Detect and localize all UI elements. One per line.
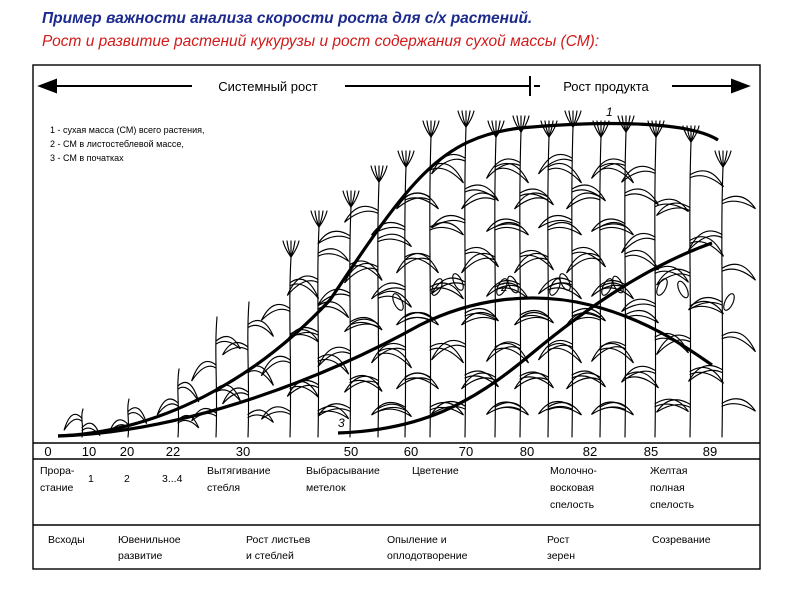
- legend-item-3: 3 - СМ в початках: [50, 153, 124, 163]
- stage-name: 3...4: [162, 473, 183, 485]
- stage-name: восковая: [550, 482, 595, 494]
- stage-name: 2: [124, 473, 130, 485]
- corn-plant: [345, 166, 412, 437]
- curve-label-1: 1: [606, 105, 613, 119]
- stage-number: 0: [44, 444, 52, 459]
- stage-number: 82: [582, 444, 598, 459]
- process-name: Созревание: [652, 534, 711, 546]
- corn-plant: [592, 116, 659, 437]
- stage-number: 85: [643, 444, 659, 459]
- phase-label-system-growth: Системный рост: [218, 79, 318, 94]
- corn-plant: [487, 116, 554, 437]
- curve-label-3: 3: [338, 416, 345, 430]
- corn-plant: [622, 121, 689, 437]
- title-line-2: Рост и развитие растений кукурузы и рост содержания сухой массы (СМ):: [42, 33, 600, 50]
- stage-name: спелость: [550, 499, 595, 511]
- stage-number: 80: [519, 444, 535, 459]
- stage-number: 70: [458, 444, 474, 459]
- phase-label-product-growth: Рост продукта: [563, 79, 649, 94]
- process-name: Опыление и: [387, 534, 447, 546]
- process-name: Всходы: [48, 534, 85, 546]
- stage-name: Прора-: [40, 465, 75, 477]
- corn-plant: [567, 121, 634, 437]
- stage-name: Выбрасывание: [306, 465, 380, 477]
- corn-plant: [318, 191, 382, 437]
- stage-name: Вытягивание: [207, 465, 271, 477]
- corn-plant: [657, 126, 724, 437]
- stage-name: метелок: [306, 482, 346, 494]
- legend: [50, 125, 205, 163]
- corn-plant: [689, 151, 756, 437]
- stage-number: 89: [702, 444, 718, 459]
- stage-name: Цветение: [412, 465, 459, 477]
- title-line-1: Пример важности анализа скорости роста для с/х растений.: [42, 10, 533, 27]
- stage-name: Молочно-: [550, 465, 597, 477]
- process-name: зерен: [547, 550, 576, 562]
- stage-number: 50: [343, 444, 359, 459]
- stage-name: спелость: [650, 499, 695, 511]
- corn-plant: [515, 121, 582, 437]
- stage-name: 1: [88, 473, 94, 485]
- stage-number: 20: [119, 444, 135, 459]
- process-name: Рост листьев: [246, 534, 311, 546]
- stage-name: Желтая: [650, 465, 688, 477]
- stage-number: 30: [235, 444, 251, 459]
- curve-2-stalk-leaf-dry-mass: [58, 298, 712, 436]
- corn-plant: [192, 317, 241, 437]
- stage-name: стание: [40, 482, 74, 494]
- process-name: Ювенильное: [118, 534, 181, 546]
- stage-name: полная: [650, 482, 685, 494]
- stage-number: 22: [165, 444, 181, 459]
- legend-item-1: 1 - сухая масса (СМ) всего растения,: [50, 125, 205, 135]
- curve-label-2: 2: [501, 280, 508, 294]
- process-name: развитие: [118, 550, 163, 562]
- process-name: Рост: [547, 534, 570, 546]
- stage-number: 60: [403, 444, 419, 459]
- stage-number: 10: [81, 444, 97, 459]
- plant-illustrations: [64, 111, 755, 437]
- process-name: оплодотворение: [387, 550, 468, 562]
- corn-plant: [287, 211, 348, 437]
- corn-plant: [462, 121, 529, 437]
- stage-name: стебля: [207, 482, 241, 494]
- legend-item-2: 2 - СМ в листостеблевой массе,: [50, 139, 184, 149]
- curve-1-total-dry-mass: [58, 124, 718, 436]
- process-name: и стеблей: [246, 550, 294, 562]
